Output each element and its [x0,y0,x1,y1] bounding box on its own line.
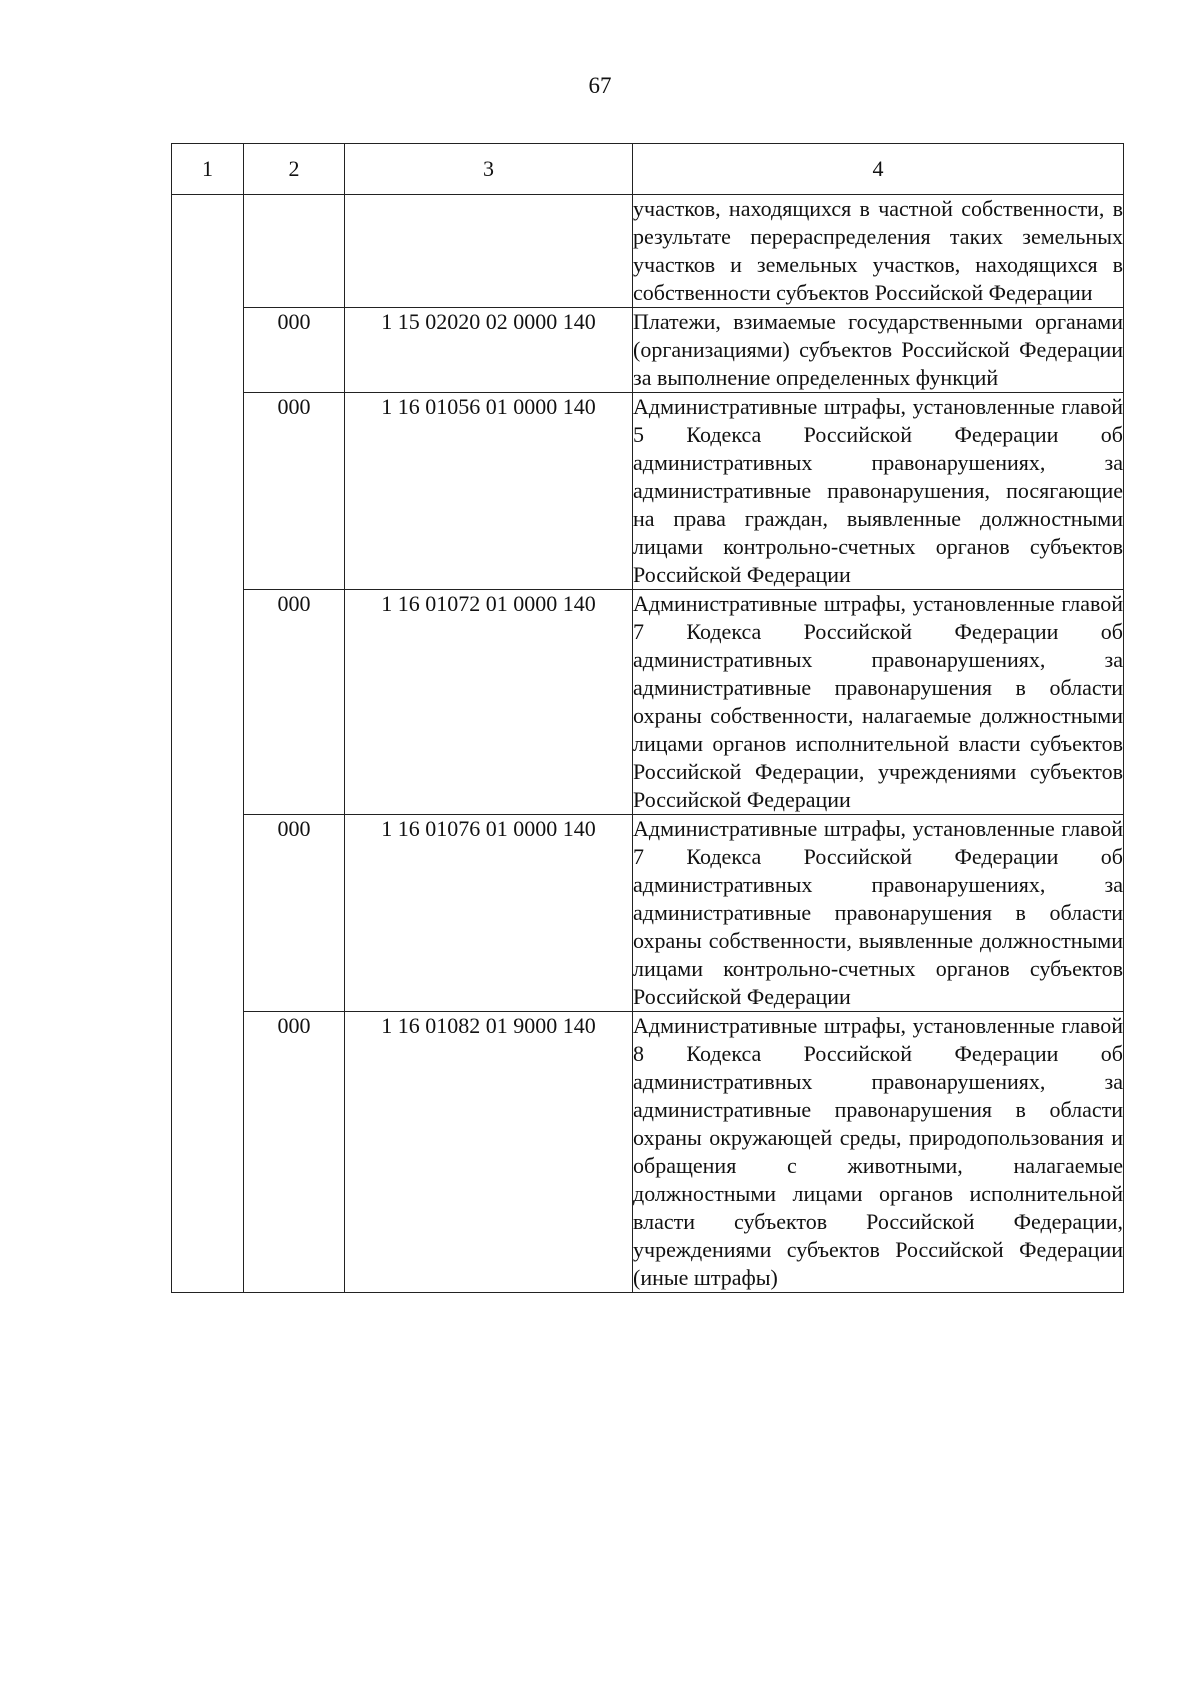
budget-classification-table [171,143,1124,1293]
admin-code-cell: 000 [244,590,345,815]
page-number: 67 [588,73,612,98]
budget-code-cell: 1 15 02020 02 0000 140 [345,308,633,393]
description-cell: Административные штрафы, установленные главой 8 Кодекса Российской Федерации об административных правонарушениях, за административные правонарушения в области охраны окружающей среды, природопользования и обращения с животными, налагаемые должностными лицами органов исполнительной власти субъектов Российской Федерации, учреждениями субъектов Российской Федерации (иные штрафы) [633,1012,1124,1293]
column-1-cell [172,195,244,1293]
table-row [172,590,1124,815]
column-header-1: 1 [172,144,244,195]
table-row [172,393,1124,590]
admin-code-cell: 000 [244,308,345,393]
budget-code-cell [345,195,633,308]
description-cell: участков, находящихся в частной собственности, в результате перераспределения таких земельных участков и земельных участков, находящихся в собственности субъектов Российской Федерации [633,195,1124,308]
table-row [172,195,1124,308]
table-row [172,815,1124,1012]
description-cell: Административные штрафы, установленные главой 7 Кодекса Российской Федерации об административных правонарушениях, за административные правонарушения в области охраны собственности, выявленные должностными лицами контрольно-счетных органов субъектов Российской Федерации [633,815,1124,1012]
table-row [172,308,1124,393]
description-cell: Административные штрафы, установленные главой 7 Кодекса Российской Федерации об административных правонарушениях, за административные правонарушения в области охраны собственности, налагаемые должностными лицами органов исполнительной власти субъектов Российской Федерации, учреждениями субъектов Российской Федерации [633,590,1124,815]
budget-code-cell: 1 16 01056 01 0000 140 [345,393,633,590]
admin-code-cell [244,195,345,308]
budget-code-cell: 1 16 01072 01 0000 140 [345,590,633,815]
column-header-3: 3 [345,144,633,195]
column-header-4: 4 [633,144,1124,195]
description-cell: Платежи, взимаемые государственными органами (организациями) субъектов Российской Федерации за выполнение определенных функций [633,308,1124,393]
description-cell: Административные штрафы, установленные главой 5 Кодекса Российской Федерации об административных правонарушениях, за административные правонарушения, посягающие на права граждан, выявленные должностными лицами контрольно-счетных органов субъектов Российской Федерации [633,393,1124,590]
admin-code-cell: 000 [244,1012,345,1293]
table-header-row [172,144,1124,195]
budget-code-cell: 1 16 01076 01 0000 140 [345,815,633,1012]
admin-code-cell: 000 [244,393,345,590]
table-row [172,1012,1124,1293]
budget-code-cell: 1 16 01082 01 9000 140 [345,1012,633,1293]
column-header-2: 2 [244,144,345,195]
admin-code-cell: 000 [244,815,345,1012]
